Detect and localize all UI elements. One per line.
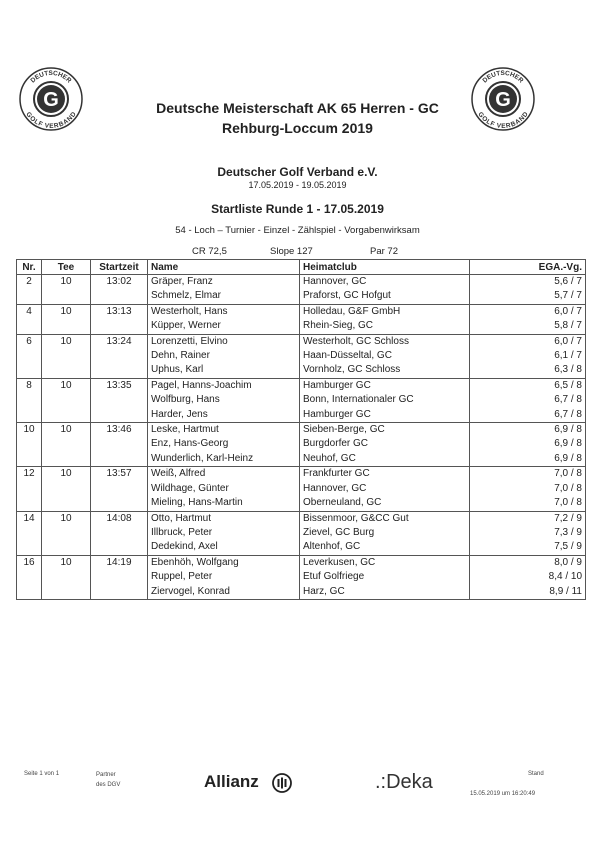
cell-startzeit	[91, 482, 148, 496]
cell-nr: 2	[17, 275, 42, 290]
cell-startzeit: 13:46	[91, 423, 148, 438]
cell-handicap: 6,0 / 7	[470, 304, 586, 319]
cell-tee: 10	[42, 467, 91, 482]
cell-nr: 10	[17, 423, 42, 438]
cell-player-name: Küpper, Werner	[148, 319, 300, 334]
cell-handicap: 5,7 / 7	[470, 289, 586, 304]
cell-nr: 6	[17, 334, 42, 349]
cell-startzeit: 13:24	[91, 334, 148, 349]
event-dates: 17.05.2019 - 19.05.2019	[248, 180, 347, 190]
stand-label: Stand	[528, 771, 544, 777]
course-rating: CR 72,5	[192, 246, 227, 257]
cell-player-name: Lorenzetti, Elvino	[148, 334, 300, 349]
cell-tee	[42, 363, 91, 378]
cell-tee	[42, 482, 91, 496]
cell-player-name: Ebenhöh, Wolfgang	[148, 555, 300, 570]
cell-home-club: Bissenmoor, G&CC Gut	[300, 511, 470, 526]
cell-player-name: Wunderlich, Karl-Heinz	[148, 452, 300, 467]
header-nr: Nr.	[17, 260, 42, 275]
header-club: Heimatclub	[300, 260, 470, 275]
cell-tee	[42, 570, 91, 584]
cell-startzeit: 13:57	[91, 467, 148, 482]
par: Par 72	[370, 246, 398, 257]
cell-nr	[17, 570, 42, 584]
cell-handicap: 6,5 / 8	[470, 378, 586, 393]
cell-nr	[17, 393, 42, 407]
cell-player-name: Gräper, Franz	[148, 275, 300, 290]
cell-handicap: 8,4 / 10	[470, 570, 586, 584]
cell-handicap: 6,9 / 8	[470, 437, 586, 451]
cell-player-name: Mieling, Hans-Martin	[148, 496, 300, 511]
cell-home-club: Etuf Golfriege	[300, 570, 470, 584]
cell-player-name: Enz, Hans-Georg	[148, 437, 300, 451]
cell-home-club: Harz, GC	[300, 585, 470, 600]
allianz-emblem-icon	[272, 773, 292, 793]
cell-home-club: Westerholt, GC Schloss	[300, 334, 470, 349]
cell-handicap: 7,2 / 9	[470, 511, 586, 526]
cell-handicap: 5,6 / 7	[470, 275, 586, 290]
page-title: Deutsche Meisterschaft AK 65 Herren - GC	[156, 100, 439, 116]
cell-home-club: Hamburger GC	[300, 378, 470, 393]
cell-home-club: Oberneuland, GC	[300, 496, 470, 511]
cell-home-club: Sieben-Berge, GC	[300, 423, 470, 438]
cell-handicap: 6,7 / 8	[470, 408, 586, 423]
table-row	[17, 423, 586, 438]
table-row	[17, 467, 586, 482]
cell-handicap: 6,7 / 8	[470, 393, 586, 407]
cell-tee	[42, 540, 91, 555]
cell-startzeit	[91, 540, 148, 555]
cell-nr	[17, 408, 42, 423]
cell-handicap: 7,0 / 8	[470, 467, 586, 482]
tournament-format: 54 - Loch – Turnier - Einzel - Zählspiel - Vorgabenwirksam	[175, 225, 420, 236]
cell-tee	[42, 585, 91, 600]
cell-tee: 10	[42, 304, 91, 319]
cell-startzeit: 13:02	[91, 275, 148, 290]
cell-nr	[17, 363, 42, 378]
cell-player-name: Harder, Jens	[148, 408, 300, 423]
cell-player-name: Schmelz, Elmar	[148, 289, 300, 304]
table-row	[17, 540, 586, 555]
cell-startzeit	[91, 319, 148, 334]
header-hcp: EGA.-Vg.	[470, 260, 586, 275]
cell-player-name: Wolfburg, Hans	[148, 393, 300, 407]
logo-top-text: DEUTSCHER	[29, 69, 73, 85]
cell-tee	[42, 452, 91, 467]
cell-tee	[42, 349, 91, 363]
cell-home-club: Rhein-Sieg, GC	[300, 319, 470, 334]
start-list-body	[17, 275, 586, 600]
logo-bottom-text: GOLF VERBAND	[476, 110, 530, 131]
cell-tee: 10	[42, 275, 91, 290]
cell-nr: 16	[17, 555, 42, 570]
cell-startzeit: 13:13	[91, 304, 148, 319]
cell-home-club: Frankfurter GC	[300, 467, 470, 482]
cell-startzeit	[91, 408, 148, 423]
table-row	[17, 585, 586, 600]
table-row	[17, 304, 586, 319]
table-row	[17, 378, 586, 393]
start-list-table	[16, 259, 586, 600]
cell-tee	[42, 408, 91, 423]
cell-player-name: Ziervogel, Konrad	[148, 585, 300, 600]
cell-nr	[17, 437, 42, 451]
cell-tee	[42, 526, 91, 540]
cell-nr	[17, 540, 42, 555]
cell-home-club: Hannover, GC	[300, 482, 470, 496]
table-row	[17, 363, 586, 378]
list-title: Startliste Runde 1 - 17.05.2019	[211, 202, 384, 216]
header-name: Name	[148, 260, 300, 275]
table-row	[17, 555, 586, 570]
table-row	[17, 334, 586, 349]
cell-home-club: Haan-Düsseltal, GC	[300, 349, 470, 363]
cell-startzeit	[91, 526, 148, 540]
cell-home-club: Leverkusen, GC	[300, 555, 470, 570]
cell-tee	[42, 289, 91, 304]
cell-player-name: Otto, Hartmut	[148, 511, 300, 526]
cell-player-name: Westerholt, Hans	[148, 304, 300, 319]
cell-player-name: Dehn, Rainer	[148, 349, 300, 363]
cell-handicap: 6,0 / 7	[470, 334, 586, 349]
cell-player-name: Dedekind, Axel	[148, 540, 300, 555]
cell-home-club: Zievel, GC Burg	[300, 526, 470, 540]
cell-startzeit	[91, 585, 148, 600]
cell-startzeit	[91, 363, 148, 378]
cell-nr	[17, 482, 42, 496]
cell-handicap: 6,1 / 7	[470, 349, 586, 363]
cell-home-club: Praforst, GC Hofgut	[300, 289, 470, 304]
cell-nr: 12	[17, 467, 42, 482]
page-subtitle: Rehburg-Loccum 2019	[222, 120, 373, 136]
cell-handicap: 8,9 / 11	[470, 585, 586, 600]
table-row	[17, 408, 586, 423]
cell-startzeit	[91, 570, 148, 584]
cell-handicap: 6,9 / 8	[470, 452, 586, 467]
cell-handicap: 7,0 / 8	[470, 496, 586, 511]
cell-home-club: Burgdorfer GC	[300, 437, 470, 451]
cell-nr	[17, 289, 42, 304]
cell-handicap: 7,5 / 9	[470, 540, 586, 555]
cell-nr: 4	[17, 304, 42, 319]
table-row	[17, 275, 586, 290]
table-row	[17, 570, 586, 584]
table-row	[17, 289, 586, 304]
slope-rating: Slope 127	[270, 246, 313, 257]
table-row	[17, 511, 586, 526]
cell-tee: 10	[42, 511, 91, 526]
cell-nr	[17, 319, 42, 334]
cell-home-club: Holledau, G&F GmbH	[300, 304, 470, 319]
table-row	[17, 482, 586, 496]
cell-home-club: Altenhof, GC	[300, 540, 470, 555]
cell-startzeit: 13:35	[91, 378, 148, 393]
table-row	[17, 437, 586, 451]
cell-tee	[42, 496, 91, 511]
partner-label: Partner	[96, 772, 116, 778]
cell-tee: 10	[42, 334, 91, 349]
deka-logo-text: .:Deka	[375, 771, 433, 793]
header-startzeit: Startzeit	[91, 260, 148, 275]
cell-startzeit: 14:19	[91, 555, 148, 570]
table-row	[17, 496, 586, 511]
cell-startzeit	[91, 452, 148, 467]
table-row	[17, 526, 586, 540]
cell-home-club: Hamburger GC	[300, 408, 470, 423]
cell-nr: 8	[17, 378, 42, 393]
logo-bottom-text: GOLF VERBAND	[24, 110, 78, 131]
cell-handicap: 7,0 / 8	[470, 482, 586, 496]
cell-player-name: Leske, Hartmut	[148, 423, 300, 438]
cell-player-name: Uphus, Karl	[148, 363, 300, 378]
cell-startzeit	[91, 349, 148, 363]
cell-player-name: Ruppel, Peter	[148, 570, 300, 584]
cell-nr	[17, 496, 42, 511]
cell-startzeit	[91, 393, 148, 407]
cell-player-name: Wildhage, Günter	[148, 482, 300, 496]
table-row	[17, 452, 586, 467]
logo-letter: G	[43, 89, 59, 111]
cell-startzeit: 14:08	[91, 511, 148, 526]
cell-home-club: Neuhof, GC	[300, 452, 470, 467]
cell-handicap: 6,3 / 8	[470, 363, 586, 378]
partner-label-2: des DGV	[96, 782, 121, 788]
cell-player-name: Weiß, Alfred	[148, 467, 300, 482]
cell-startzeit	[91, 289, 148, 304]
allianz-logo-text: Allianz	[204, 772, 259, 791]
cell-handicap: 5,8 / 7	[470, 319, 586, 334]
table-row	[17, 319, 586, 334]
cell-home-club: Hannover, GC	[300, 275, 470, 290]
table-row	[17, 393, 586, 407]
cell-home-club: Bonn, Internationaler GC	[300, 393, 470, 407]
cell-home-club: Vornholz, GC Schloss	[300, 363, 470, 378]
cell-tee: 10	[42, 555, 91, 570]
cell-tee: 10	[42, 423, 91, 438]
logo-top-text: DEUTSCHER	[481, 69, 525, 85]
cell-player-name: Illbruck, Peter	[148, 526, 300, 540]
cell-tee: 10	[42, 378, 91, 393]
cell-nr: 14	[17, 511, 42, 526]
cell-handicap: 7,3 / 9	[470, 526, 586, 540]
table-header-row	[17, 260, 586, 275]
cell-player-name: Pagel, Hanns-Joachim	[148, 378, 300, 393]
stand-timestamp: 15.05.2019 um 16:20:49	[470, 791, 536, 797]
cell-startzeit	[91, 437, 148, 451]
cell-nr	[17, 585, 42, 600]
cell-handicap: 8,0 / 9	[470, 555, 586, 570]
cell-nr	[17, 349, 42, 363]
cell-tee	[42, 393, 91, 407]
cell-tee	[42, 437, 91, 451]
cell-handicap: 6,9 / 8	[470, 423, 586, 438]
header-tee: Tee	[42, 260, 91, 275]
table-row	[17, 349, 586, 363]
cell-nr	[17, 452, 42, 467]
page-number: Seite 1 von 1	[24, 771, 60, 777]
logo-letter: G	[495, 89, 511, 111]
organizer: Deutscher Golf Verband e.V.	[217, 165, 378, 179]
cell-nr	[17, 526, 42, 540]
cell-tee	[42, 319, 91, 334]
cell-startzeit	[91, 496, 148, 511]
